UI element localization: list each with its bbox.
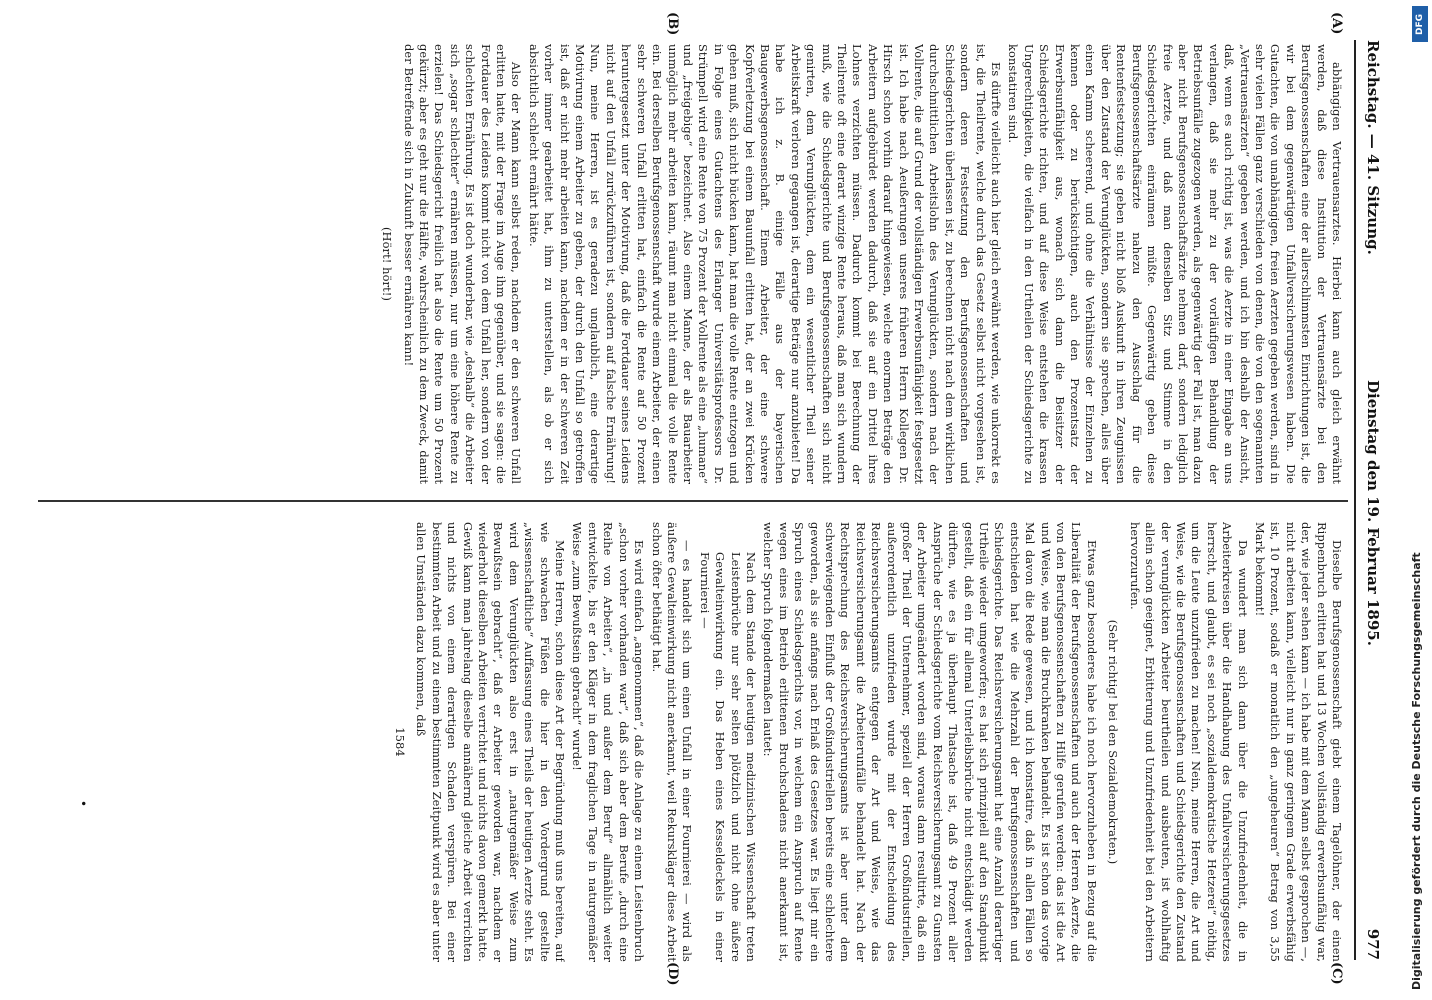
right-interjection: (Sehr richtig! bei den Sozialdemokraten.) (1106, 619, 1121, 865)
left-paragraph: Es dürfte vielleicht auch hier gleich erwähnt werden, wie unkorrekt es ist, die Theilrente, welche durch das Gesetz selbst nicht vorgesehen ist, sondern deren Festsetzung den Berufsgenossenschaften und Schiedsgerichten überlassen ist, zu berechnen nicht nach dem wirklichen durchschnittlichen Arbeitslohn des Verunglückten, sondern nach der Vollrente, die auf Grund der vollständigen Erwerbsunfähigkeit festgesetzt ist. Ich habe nach Aeußerungen unseres früheren Herrn Kollegen Dr. Hirsch schon vorhin darauf hingewiesen, welche enormen Beträge den Arbeitern aufgebürdet werden dadurch, daß sie auf ein Drittel ihres Lohnes verzichten müssen. Dadurch kommt bei Berechnung der Theilrente oft eine derart winzige Rente heraus, daß man sich wundern muß, wie die Schiedsgerichte und Berufsgenossenschaften sich nicht genirten, dem Verunglückten, dem ein wesentlicher Theil seiner Arbeitskraft verloren gegangen ist, derartige Beträge nur anzubieten! Da habe ich z. B. einige Fälle aus der bayerischen Baugewerbsgenossenschaft. Einem Arbeiter, der eine schwere Kopfverletzung bei einem Bauunfall erlitten hat, der an zwei Krücken gehen muß, sich nicht bücken kann, hat man die volle Rente entzogen und in Folge eines Gutachtens des Erlanger Universitätsprofessors Dr. Strümpell wird eine Rente von 75 Prozent der Vollrente als eine „humane“ und „freigebige“ bezeichnet. Also einem Manne, der als Bauarbeiter unmöglich mehr arbeiten kann, räumt man nicht einmal die volle Rente ein. Bei derselben Berufsgenossenschaft wurde einem Arbeiter, der einen sehr schweren Unfall erlitten hat, einfach die Rente auf 50 Prozent heruntergesetzt unter der Motivirung, daß die Fortdauer seines Leidens nicht auf den Unfall zurückzuführen ist, sondern auf falsche Ernährung! Nun, meine Herren, ist es geradezu unglaublich, eine derartige Motivirung einem Arbeiter zu geben, der durch den Unfall so getroffen ist, daß er nicht mehr arbeiten kann, nachdem er in der schweren Zeit vorher immer gearbeitet hat, ihm zu unterstellen, als ob er sich absichtlich schlecht ernährt hätte. (526, 44, 1004, 484)
column-divider (38, 500, 1348, 502)
left-paragraph: abhängigen Vertrauensarztes. Hierbei kann auch gleich erwähnt werden, daß diese Institution der Vertrauensärzte bei den Berufsgenossenschaften eine der allerschlimmsten Einrichtungen ist, die wir bei dem gegenwärtigen Unfallversicherungswesen haben. Die Gutachten, die von unabhängigen, freien Aerzten gegeben werden, sind in sehr vielen Fällen ganz verschieden von denen, die von den sogenannten „Vertrauensärzten“ gegeben werden, und ich bin deshalb der Ansicht, daß, wenn es auch richtig ist, was die Aerzte in einer Eingabe an uns verlangen, daß sie mehr zu der vorläufigen Behandlung der Betriebsunfälle zugezogen werden, als gegenwärtig der Fall ist, man dazu aber nicht Berufsgenossenschaftsärzte nehmen darf, sondern lediglich freie Aerzte, und daß man denselben Sitz und Stimme in den Schiedsgerichten einräumen müßte. Gegenwärtig geben diese Berufsgenossenschaftsärzte nahezu den Ausschlag für die Rentenfestsetzung; sie geben nicht bloß Auskunft in ihren Zeugnissen über den Zustand der Verunglückten, sondern sie sprechen, alles über einen Kamm scheerend, und ohne die Verhältnisse der Einzelnen zu kennen oder zu berücksichtigen, auch den Prozentsatz der Erwerbsunfähigkeit aus, wonach sich dann die Beisitzer der Schiedsgerichte richten, und auf diese Weise entstehen die krassen Ungerechtigkeiten, die vielfach in den Urtheilen der Schiedsgerichte zu konstatiren sind. (1006, 44, 1344, 484)
footer-mark: • (76, 800, 90, 808)
margin-marker-d: (D) (665, 962, 680, 986)
right-paragraph: Es wird einfach „angenommen“, daß die Anlage zu einem Leistenbruch „schon vorher vorhanden war“, daß sich aber dem Berufe „durch eine Reihe von Arbeiten“, „in und außer dem Beruf“ allmählich weiter entwickelte, bis er den Kläger in dem fraglichen Tage in naturgemäßer Weise „zum Bewußtsein gebracht“ wurde! (570, 522, 647, 962)
dfg-credit-text: Digitalisierung gefördert durch die Deutsche Forschungsgemeinschaft (1410, 552, 1423, 990)
left-paragraph: Also der Mann kann selbst reden, nachdem er den schweren Unfall erlitten hatte, mit der Frage im Auge ihm gegenüber, und sie sagen: die Fortdauer des Leidens kommt nicht von dem Unfall her, sondern von der schlechten Ernährung. Es ist doch wunderbar, wie „deshalb“ die Arbeiter sich „sogar schlechter“ ernähren müssen, nur um eine höhere Rente zu erzielen! Das Schiedsgericht freilich hat also die Rente um 50 Prozent gekürzt; aber es geht nur die Hälfte, wahrscheinlich zu dem Zweck, damit der Betreffende sich in Zukunft besser ernähren kann! (401, 44, 524, 484)
right-paragraph: — es handelt sich um einen Unfall in einer Fournierei — wird als äußere Gewalteinwirkung nicht anerkannt, weil Rekurskläger diese Arbeit schon öfter bethätigt hat. (649, 522, 695, 962)
margin-marker-b: (B) (665, 12, 680, 36)
margin-marker-c: (C) (1329, 962, 1344, 985)
page-signature-mark: 1584 (393, 727, 408, 757)
page-header (1356, 0, 1382, 1000)
left-column (44, 44, 1344, 484)
dfg-logo: DFG (1412, 6, 1428, 42)
margin-marker-a: (A) (1329, 12, 1344, 35)
header-date: Dienstag den 19. Februar 1895. (1364, 380, 1382, 646)
right-paragraph: Dieselbe Berufsgenossenschaft giebt einem Tagelöhner, der einen Rippenbruch erlitten hat und 13 Wochen vollständig erwerbsunfähig war, der, wie jeder sehen kann — ich habe mit dem Mann selbst gesprochen —, nicht arbeiten kann, vielleicht nur in ganz geringem Grade erwerbsfähig ist, 10 Prozent, sodaß er monatlich den „ungeheuren“ Betrag von 3,55 Mark bekommt! (1252, 522, 1344, 962)
page-number: 977 (1364, 928, 1382, 960)
header-rule (1354, 40, 1356, 960)
right-paragraph: Meine Herren, schon diese Art der Begründung muß uns bereiten, auf wie schwachen Füßen die hier in den Vordergrund gestellte „wissenschaftliche“ Auffassung eines Theils der heutigen Aerzte steht. Es wird dem Verunglückten also erst in „naturgemäßer Weise zum Bewußtsein gebracht“, daß er Arbeiter geworden war, nachdem er wiederholt dieselben Arbeiten verrichtet und nichts davon gemerkt hatte. Gewiß kann man jahrelang dieselbe annähernd gleiche Arbeit verrichten und nichts von einem derartigen Schaden verspüren. Bei einer bestimmten Arbeit und zu einem bestimmten Zeitpunkt wird es aber unter allen Umständen dazu kommen, daß (414, 522, 568, 962)
right-paragraph: Da wundert man sich dann über die Unzufriedenheit, die in Arbeiterkreisen über die Handhabung des Unfallversicherungsgesetzes herrscht, und glaubt, es sei noch „sozialdemokratische Hetzerei“ nöthig, um die Leute unzufrieden zu machen! Nein, meine Herren, die Art und Weise, wie die Berufsgenossenschaften und Schiedsgerichte den Zustand der verunglückten Arbeiter beurtheilen und ausbeuten, ist wohlhaftig allein schon geeignet, Erbitterung und Unzufriedenheit bei den Arbeitern hervorzurufen. (1127, 522, 1250, 962)
header-left: Reichstag. — 41. Sitzung. (1364, 40, 1382, 255)
right-column (44, 522, 1344, 962)
document-page (20, 0, 1400, 1000)
left-interjection: (Hört! hört!) (380, 227, 395, 301)
right-quote: Nach dem Stande der heutigen medizinischen Wissenschaft treten Leistenbrüche nur sehr selten plötzlich und nicht ohne äußere Gewalteinwirkung ein. Das Heben eines Kesseldeckels in einer Fournierei — (697, 552, 758, 962)
right-paragraph: Etwas ganz besonderes habe ich noch hervorzuheben in Bezug auf die Liberalität der Berufsgenossenschaften und auch der Herren Aerzte, die von den Berufsgenossenschaften zu Hilfe gerufen werden: das ist die Art und Weise, wie man die Bruchkranken behandelt. Es ist schon das vorige Mal davon die Rede gewesen, und ich konstatire, daß in allen Fällen so entschieden hat wie die Mehrzahl der Berufsgenossenschaften und Schiedsgerichte. Das Reichsversicherungsamt hat eine Anzahl derartiger Urtheile wieder umgeworfen; es hat sich prinzipiell auf den Standpunkt gestellt, daß ein für allemal Unterleibsbrüche nicht entschädigt werden dürften, wie es ja überhaupt Thatsache ist, daß 49 Prozent aller Ansprüche der Schiedsgerichte vom Reichsversicherungsamt zu Gunsten der Arbeiter umgeändert worden sind, woraus dann resultirte, daß ein großer Theil der Unternehmer, speziell der Herren Großindustriellen, außerordentlich unzufrieden wurde mit der Entscheidung des Reichsversicherungsamts entgegen der Art und Weise, wie das Reichsversicherungsamt die Arbeiterunfälle behandelt hat. Nach der Rechtsprechung des Reichsversicherungsamts ist aber unter dem schwerwiegenden Einfluß der Großindustriellen bereits eine schlechtere geworden, als sie anfangs nach Erlaß des Gesetzes war. Es liegt mir ein Spruch eines Schiedsgerichts vor, in welchem ein Anspruch auf Rente wegen eines im Betrieb erlittenen Bruchschadens nicht anerkannt ist, welcher Spruch folgendermaßen lautet: (761, 522, 1099, 962)
